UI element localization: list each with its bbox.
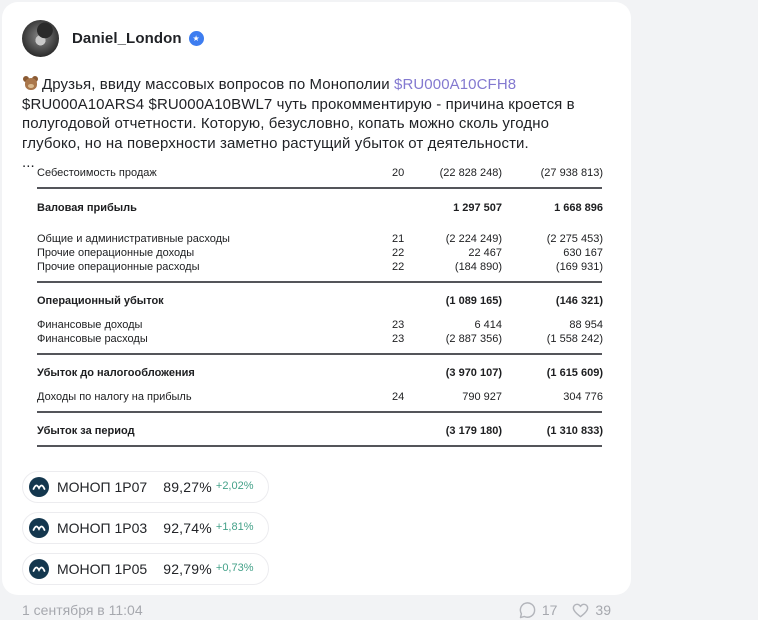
- ticker-badge-monop-1p05[interactable]: [22, 553, 269, 585]
- row-note: 21: [392, 232, 405, 245]
- row-label: Убыток до налогообложения: [37, 366, 195, 379]
- post-text: [22, 75, 611, 173]
- monopoly-logo-icon: [29, 559, 49, 579]
- ticker-badge-monop-1p03[interactable]: [22, 512, 269, 544]
- row-note: [392, 294, 430, 308]
- monopoly-logo-icon: [29, 477, 49, 497]
- ticker-name: МОНОП 1Р03: [57, 519, 148, 536]
- row-value-current: 790 927: [462, 390, 502, 403]
- table-divider: [37, 411, 602, 413]
- row-label: Финансовые расходы: [37, 332, 148, 345]
- table-group-operating: [37, 232, 602, 274]
- row-note: [392, 201, 430, 215]
- likes-button[interactable]: [571, 601, 611, 620]
- row-value-current: 22 467: [468, 246, 502, 259]
- post-footer: [22, 601, 611, 620]
- row-value-current: 6 414: [474, 318, 502, 331]
- table-row-income-tax: [37, 390, 602, 404]
- row-value-prior: 304 776: [563, 390, 603, 403]
- ticker-change: +0,73%: [215, 562, 254, 574]
- row-value-current: (3 179 180): [445, 424, 502, 437]
- verified-badge-icon: ★: [189, 31, 204, 46]
- ticker-price: 92,74%: [163, 519, 212, 536]
- table-row-loss-for-period: [37, 424, 602, 438]
- table-divider: [37, 187, 602, 189]
- row-value-current: (2 224 249): [445, 232, 502, 245]
- table-row-gross-profit: [37, 201, 602, 215]
- row-label: Убыток за период: [37, 424, 135, 437]
- row-value-current: (22 828 248): [439, 166, 502, 179]
- post-date: 1 сентября в 11:04: [22, 602, 143, 618]
- row-value-prior: 1 668 896: [554, 201, 603, 214]
- table-row: [37, 260, 602, 274]
- table-divider: [37, 445, 602, 447]
- row-value-prior: (169 931): [555, 260, 603, 273]
- monopoly-logo-icon: [29, 518, 49, 538]
- row-value-prior: (27 938 813): [540, 166, 603, 179]
- row-note: 22: [392, 260, 405, 273]
- ticker-badge-monop-1p07[interactable]: [22, 471, 269, 503]
- row-note: [392, 366, 430, 380]
- row-label: Прочие операционные расходы: [37, 260, 200, 273]
- ticker-name: МОНОП 1Р07: [57, 478, 148, 495]
- table-divider: [37, 353, 602, 355]
- row-value-prior: 88 954: [569, 318, 603, 331]
- table-divider: [37, 281, 602, 283]
- heart-icon: [571, 601, 590, 620]
- ticker-name: МОНОП 1Р05: [57, 560, 148, 577]
- row-note: 23: [392, 318, 405, 331]
- ticker-price: 89,27%: [163, 478, 212, 495]
- row-value-current: (1 089 165): [445, 294, 502, 307]
- row-label: Финансовые доходы: [37, 318, 143, 331]
- ticker-badges: [22, 471, 462, 585]
- post-ellipsis[interactable]: ...: [22, 154, 35, 171]
- row-value-current: (184 890): [454, 260, 502, 273]
- row-value-prior: (146 321): [555, 294, 603, 307]
- row-value-prior: (1 310 833): [546, 424, 603, 437]
- cashtag-link-2[interactable]: $RU000A10ARS4: [22, 95, 145, 113]
- table-row: [37, 318, 602, 332]
- teddy-bear-emoji-icon: [22, 76, 39, 91]
- post-intro: Друзья, ввиду массовых вопросов по Монополии: [42, 76, 390, 93]
- row-value-current: (2 887 356): [445, 332, 502, 345]
- ticker-change: +2,02%: [215, 480, 254, 492]
- comments-button[interactable]: [518, 601, 558, 620]
- row-note: 23: [392, 332, 405, 345]
- row-note: 22: [392, 246, 405, 259]
- cashtag-link-3[interactable]: $RU000A10BWL7: [148, 95, 273, 113]
- row-value-prior: (1 615 609): [546, 366, 603, 379]
- row-note: 20: [392, 166, 405, 179]
- row-value-prior: (2 275 453): [546, 232, 603, 245]
- ticker-change: +1,81%: [215, 521, 254, 533]
- post-body: чуть прокомментирую - причина кроется в полугодовой отчетности. Которую, безусловно, копать можно сколь угодно глубоко, но на поверхности заметно растущий убыток от деятельности.: [22, 95, 575, 152]
- comment-icon: [518, 601, 537, 620]
- table-row-loss-before-tax: [37, 366, 602, 380]
- post-card: [2, 2, 631, 618]
- table-row-operating-loss: [37, 294, 602, 308]
- row-label: Операционный убыток: [37, 294, 164, 307]
- comments-count: 17: [541, 602, 558, 618]
- row-label: Валовая прибыль: [37, 201, 137, 214]
- cashtag-link-1[interactable]: $RU000A10CFH8: [394, 76, 517, 93]
- table-group-finance: [37, 318, 602, 346]
- row-value-current: (3 970 107): [445, 366, 502, 379]
- row-note: 24: [392, 390, 405, 403]
- table-row: [37, 332, 602, 346]
- row-value-current: 1 297 507: [453, 201, 502, 214]
- financial-table: [37, 166, 602, 447]
- post-header: [22, 18, 611, 58]
- row-label: Доходы по налогу на прибыль: [37, 390, 192, 403]
- row-label: Прочие операционные доходы: [37, 246, 195, 259]
- row-label: Себестоимость продаж: [37, 166, 157, 179]
- likes-count: 39: [595, 602, 611, 618]
- row-label: Общие и административные расходы: [37, 232, 230, 245]
- username[interactable]: Daniel_London: [72, 29, 182, 47]
- table-row: [37, 232, 602, 246]
- row-value-prior: 630 167: [563, 246, 603, 259]
- table-row: [37, 246, 602, 260]
- ticker-price: 92,79%: [163, 560, 212, 577]
- avatar[interactable]: [22, 20, 59, 57]
- row-note: [392, 424, 430, 438]
- table-row-clipped: [37, 166, 603, 179]
- row-value-prior: (1 558 242): [546, 332, 603, 345]
